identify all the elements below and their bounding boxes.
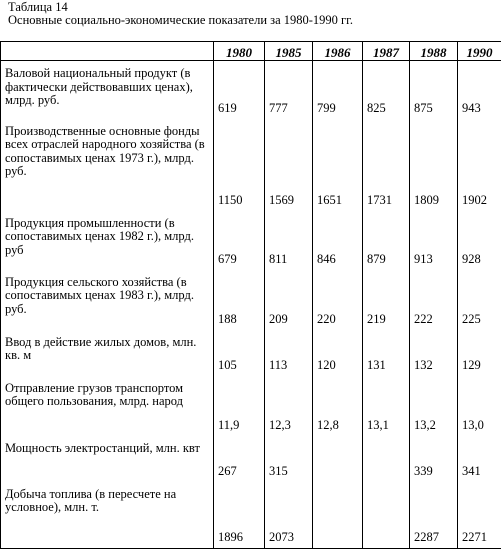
table-row xyxy=(1,119,501,211)
table-row xyxy=(1,211,501,270)
table-row xyxy=(1,436,501,482)
header-cell-year: 1987 xyxy=(363,42,410,61)
value-cell: 129 xyxy=(458,330,501,376)
value-cell: 1902 xyxy=(458,119,501,211)
header-cell-indicator xyxy=(1,42,214,61)
row-label: Производственные основные фонды всех отраслей народного хозяйства (в сопоставимых ценах 1973 г.), млрд. руб. xyxy=(1,119,214,211)
value-cell: 1896 xyxy=(214,482,265,549)
value-cell: 11,9 xyxy=(214,376,265,436)
header-cell-year: 1988 xyxy=(410,42,458,61)
value-cell xyxy=(313,436,363,482)
value-cell: 879 xyxy=(363,211,410,270)
value-cell: 811 xyxy=(265,211,313,270)
value-cell: 225 xyxy=(458,270,501,330)
value-cell: 2073 xyxy=(265,482,313,549)
value-cell: 875 xyxy=(410,61,458,119)
value-cell xyxy=(313,482,363,549)
row-label: Отправление грузов транспортом общего пользования, млрд. народ xyxy=(1,376,214,436)
value-cell: 219 xyxy=(363,270,410,330)
value-cell: 341 xyxy=(458,436,501,482)
value-cell: 12,3 xyxy=(265,376,313,436)
value-cell: 1731 xyxy=(363,119,410,211)
value-cell: 1569 xyxy=(265,119,313,211)
row-label: Продукция сельского хозяйства (в сопоставимых ценах 1983 г.), млрд. руб. xyxy=(1,270,214,330)
table-row xyxy=(1,376,501,436)
value-cell: 1651 xyxy=(313,119,363,211)
table-row xyxy=(1,330,501,376)
value-cell xyxy=(363,482,410,549)
value-cell: 120 xyxy=(313,330,363,376)
value-cell: 339 xyxy=(410,436,458,482)
row-label: Мощность электростанций, млн. квт xyxy=(1,436,214,482)
row-label: Добыча топлива (в пересчете на условное), млн. т. xyxy=(1,482,214,549)
indicators-table xyxy=(0,41,501,549)
row-label: Ввод в действие жилых домов, млн. кв. м xyxy=(1,330,214,376)
value-cell: 113 xyxy=(265,330,313,376)
value-cell: 1150 xyxy=(214,119,265,211)
value-cell: 315 xyxy=(265,436,313,482)
value-cell: 1809 xyxy=(410,119,458,211)
row-label: Валовой национальный продукт (в фактически действовавших ценах), млрд. руб. xyxy=(1,61,214,119)
value-cell: 825 xyxy=(363,61,410,119)
header-cell-year: 1980 xyxy=(214,42,265,61)
value-cell: 222 xyxy=(410,270,458,330)
row-label: Продукция промышленности (в сопоставимых ценах 1982 г.), млрд. руб xyxy=(1,211,214,270)
value-cell: 105 xyxy=(214,330,265,376)
value-cell: 777 xyxy=(265,61,313,119)
value-cell: 2271 xyxy=(458,482,501,549)
value-cell xyxy=(363,436,410,482)
value-cell: 13,0 xyxy=(458,376,501,436)
table-row xyxy=(1,482,501,549)
table-caption: Таблица 14 xyxy=(8,0,68,14)
header-row xyxy=(1,42,501,61)
value-cell: 679 xyxy=(214,211,265,270)
value-cell: 799 xyxy=(313,61,363,119)
value-cell: 913 xyxy=(410,211,458,270)
value-cell: 12,8 xyxy=(313,376,363,436)
value-cell: 267 xyxy=(214,436,265,482)
value-cell: 846 xyxy=(313,211,363,270)
value-cell: 209 xyxy=(265,270,313,330)
value-cell: 928 xyxy=(458,211,501,270)
value-cell: 188 xyxy=(214,270,265,330)
value-cell: 13,2 xyxy=(410,376,458,436)
value-cell: 132 xyxy=(410,330,458,376)
header-cell-year: 1986 xyxy=(313,42,363,61)
table-row xyxy=(1,61,501,119)
table-row xyxy=(1,270,501,330)
value-cell: 619 xyxy=(214,61,265,119)
value-cell: 131 xyxy=(363,330,410,376)
header-cell-year: 1990 xyxy=(458,42,501,61)
value-cell: 943 xyxy=(458,61,501,119)
table-title: Основные социально-экономические показатели за 1980-1990 гг. xyxy=(8,13,353,27)
value-cell: 13,1 xyxy=(363,376,410,436)
value-cell: 2287 xyxy=(410,482,458,549)
value-cell: 220 xyxy=(313,270,363,330)
header-cell-year: 1985 xyxy=(265,42,313,61)
